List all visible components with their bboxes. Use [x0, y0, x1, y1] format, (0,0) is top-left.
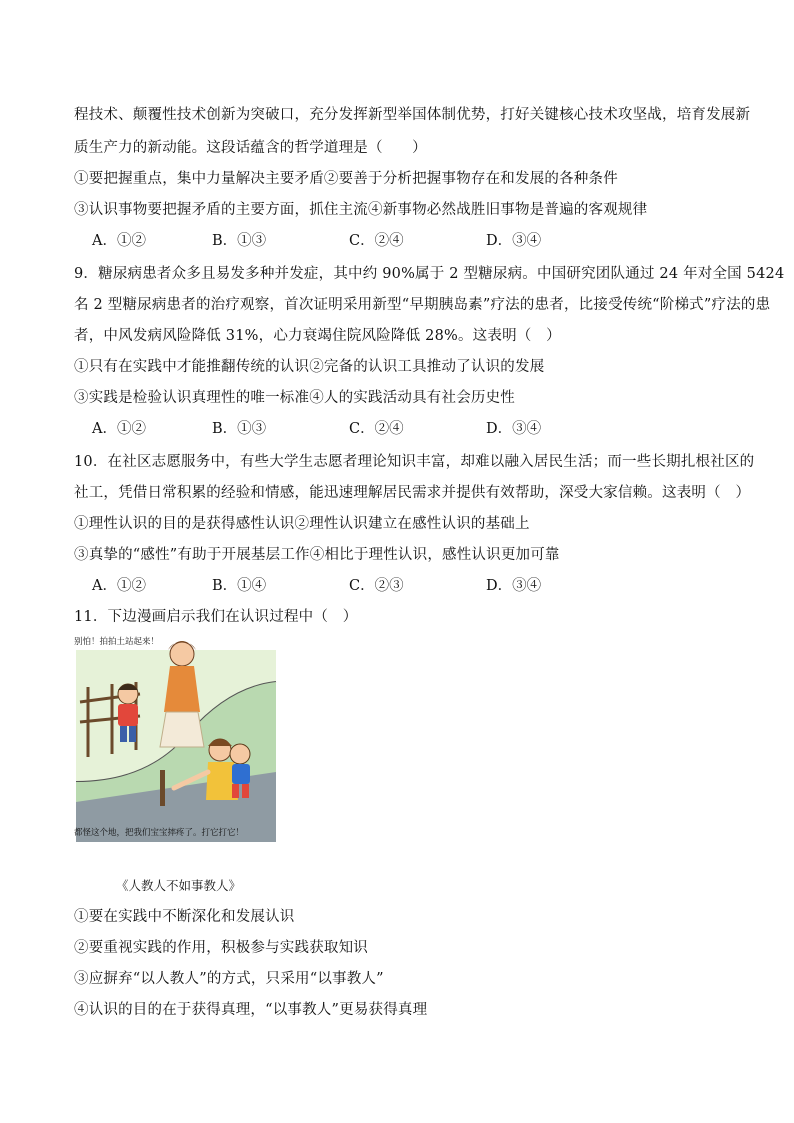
- q9-choice-3-4: ③实践是检验认识真理性的唯一标准④人的实践活动具有社会历史性: [74, 390, 515, 406]
- q10-option-a[interactable]: A．①②: [92, 578, 146, 594]
- q9-stem-line-1: 9．糖尿病患者众多且易发多种并发症，其中约 90%属于 2 型糖尿病。中国研究团队通过 24 年对全国 5424: [74, 266, 785, 282]
- cartoon-top-text: 别怕！拍拍土站起来！: [74, 637, 160, 647]
- q10-choice-3-4: ③真挚的“感性”有助于开展基层工作④相比于理性认识，感性认识更加可靠: [74, 547, 560, 563]
- q8-option-b[interactable]: B．①③: [212, 233, 267, 249]
- q8-option-c[interactable]: C．②④: [349, 233, 404, 249]
- cartoon-caption: 《人教人不如事教人》: [116, 878, 242, 893]
- q11-choice-4: ④认识的目的在于获得真理，“以事教人”更易获得真理: [74, 1002, 428, 1018]
- cartoon-drawing: [70, 632, 278, 850]
- q9-option-c[interactable]: C．②④: [349, 421, 404, 437]
- q9-stem-line-3: 者，中风发病风险降低 31%，心力衰竭住院风险降低 28%。这表明（ ）: [74, 328, 561, 344]
- q9-option-d[interactable]: D．③④: [486, 421, 542, 437]
- q10-option-c[interactable]: C．②③: [349, 578, 404, 594]
- q10-option-b[interactable]: B．①④: [212, 578, 267, 594]
- q9-choice-1-2: ①只有在实践中才能推翻传统的认识②完备的认识工具推动了认识的发展: [74, 359, 545, 375]
- cartoon-illustration: [70, 632, 278, 850]
- q8-option-d[interactable]: D．③④: [486, 233, 542, 249]
- q8-option-a[interactable]: A．①②: [92, 233, 146, 249]
- q10-stem-line-2: 社工，凭借日常积累的经验和情感，能迅速理解居民需求并提供有效帮助，深受大家信赖。这表明（ ）: [74, 485, 751, 501]
- q8-stem-line-2: 质生产力的新动能。这段话蕴含的哲学道理是（ ）: [74, 140, 427, 156]
- q11-choice-2: ②要重视实践的作用，积极参与实践获取知识: [74, 940, 368, 956]
- q8-choice-3-4: ③认识事物要把握矛盾的主要方面，抓住主流④新事物必然战胜旧事物是普遍的客观规律: [74, 202, 648, 218]
- q8-stem-line-1: 程技术、颠覆性技术创新为突破口，充分发挥新型举国体制优势，打好关键核心技术攻坚战，培育发展新: [74, 107, 751, 123]
- q9-stem-line-2: 名 2 型糖尿病患者的治疗观察，首次证明采用新型“早期胰岛素”疗法的患者，比接受传统“阶梯式”疗法的患: [74, 297, 771, 313]
- q11-choice-3: ③应摒弃“以人教人”的方式，只采用“以事教人”: [74, 971, 384, 987]
- q10-option-d[interactable]: D．③④: [486, 578, 542, 594]
- q9-option-b[interactable]: B．①③: [212, 421, 267, 437]
- q10-stem-line-1: 10．在社区志愿服务中，有些大学生志愿者理论知识丰富，却难以融入居民生活；而一些长期扎根社区的: [74, 454, 755, 470]
- q11-stem: 11．下边漫画启示我们在认识过程中（ ）: [74, 609, 358, 625]
- q8-choice-1-2: ①要把握重点，集中力量解决主要矛盾②要善于分析把握事物存在和发展的各种条件: [74, 171, 618, 187]
- q10-choice-1-2: ①理性认识的目的是获得感性认识②理性认识建立在感性认识的基础上: [74, 516, 530, 532]
- q11-choice-1: ①要在实践中不断深化和发展认识: [74, 909, 295, 925]
- cartoon-bottom-text: 都怪这个地，把我们宝宝摔疼了。打它打它！: [74, 828, 245, 838]
- q9-option-a[interactable]: A．①②: [92, 421, 146, 437]
